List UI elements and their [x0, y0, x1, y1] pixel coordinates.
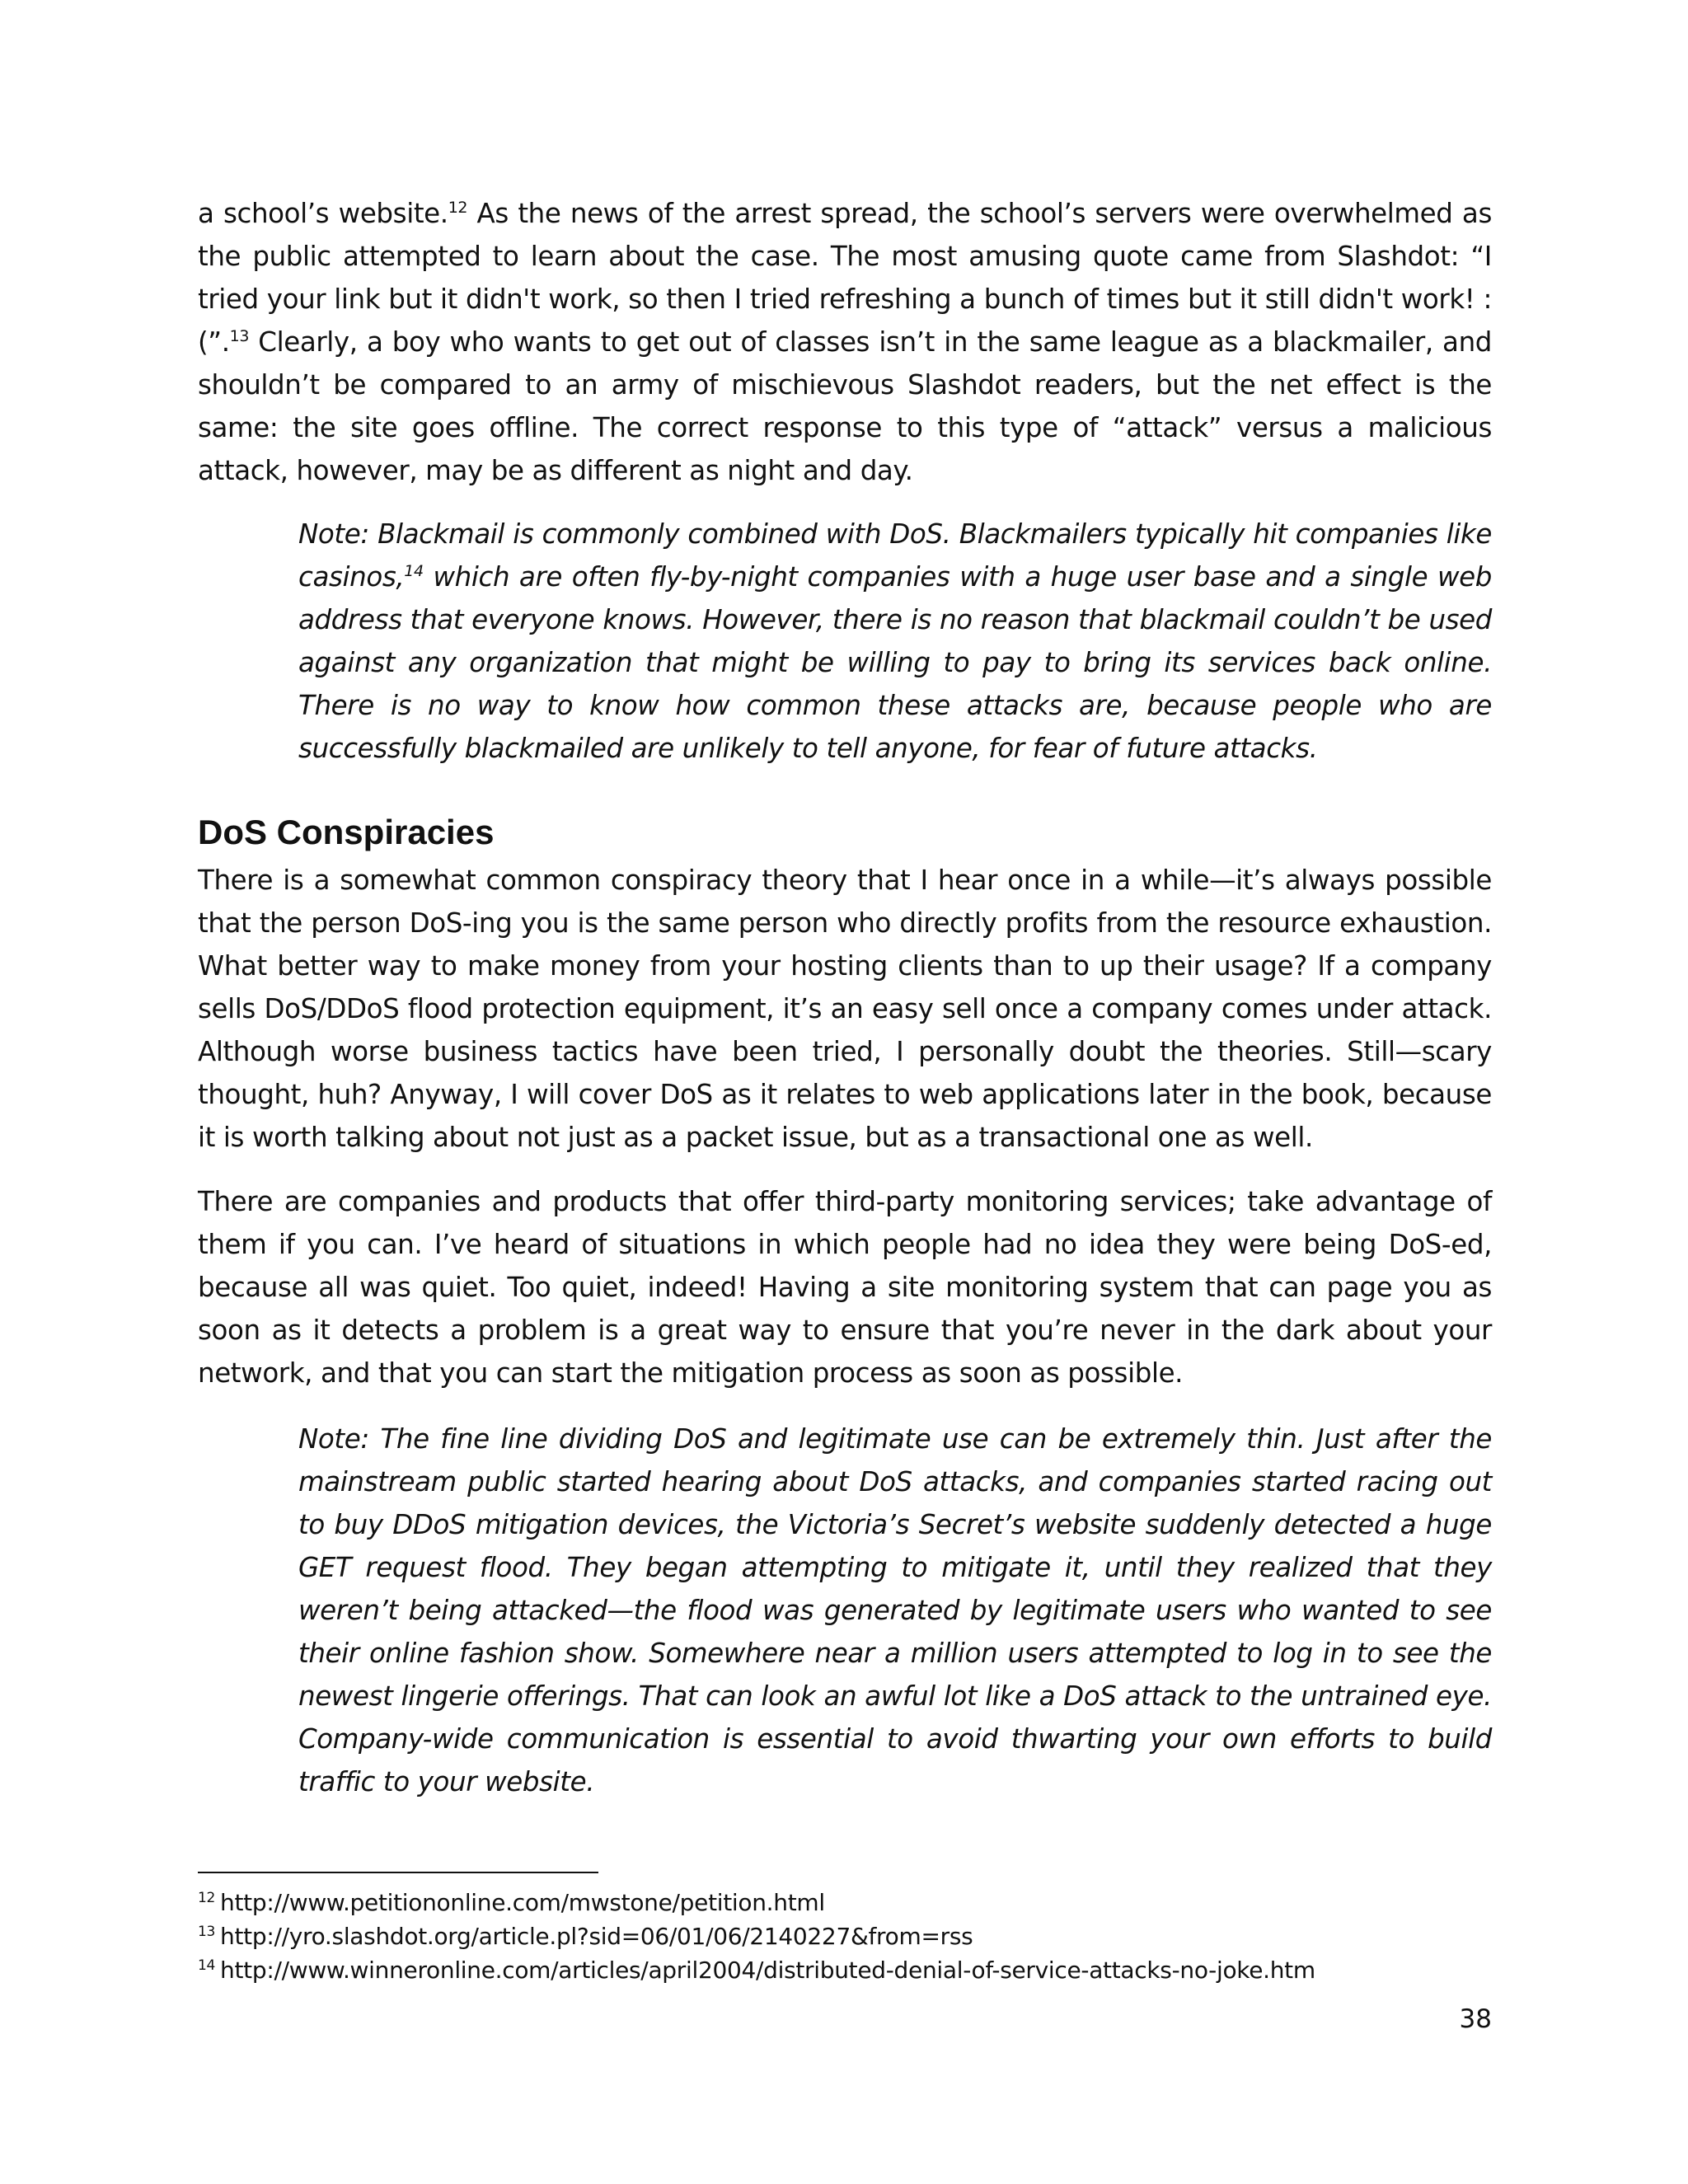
body-paragraph-monitoring: There are companies and products that offer third-party monitoring services; take advantage of them if you can. I’ve heard of situations in which people had no idea they were being DoS-ed, because all was quiet. Too quiet, indeed! Having a site monitoring system that can page you as soon as it detects a problem is a great way to ensure that you’re never in the dark about your network, and that you can start the mitigation process as soon as possible. — [198, 1186, 1492, 1389]
note-text: which are often fly-by-night companies with a huge user base and a single web address that everyone knows. However, there is no reason that blackmail couldn’t be used against any organization that might be willing to pay to bring its services back online. There is no way to know how common these attacks are, because people who are successfully blackmailed are unlikely to tell anyone, for fear of future attacks. — [298, 561, 1492, 764]
paragraph-text: As the news of the arrest spread, the school’s servers were overwhelmed as the public attempted to learn about the case. The most amusing quote came from Slashdot: “I tried your link but it didn't work, so then I tried refreshing a bunch of times but it still didn't work! :(”. — [198, 198, 1492, 358]
footnote-ref-14: 14 — [404, 562, 424, 581]
paragraph-text: a school’s website. — [198, 198, 448, 229]
footnote-url: http://www.petitiononline.com/mwstone/petition.html — [220, 1889, 825, 1916]
body-paragraph-school-website — [198, 192, 1492, 492]
footnote-number: 13 — [198, 1923, 216, 1940]
footnote-12 — [198, 1886, 1517, 1919]
footnote-url: http://yro.slashdot.org/article.pl?sid=06/01/06/2140227&from=rss — [220, 1923, 973, 1950]
footnote-number: 12 — [198, 1889, 216, 1906]
footnote-ref-13: 13 — [229, 327, 250, 346]
note-text: Note: Blackmail is commonly combined with DoS. Blackmailers typically hit companies like casinos, — [298, 518, 1492, 593]
body-paragraph-conspiracy: There is a somewhat common conspiracy theory that I hear once in a while—it’s always possible that the person DoS-ing you is the same person who directly profits from the resource exhaustion. What better way to make money from your hosting clients than to up their usage? If a company sells DoS/DDoS flood protection equipment, it’s an easy sell once a company comes under attack. Although worse business tactics have been tried, I personally doubt the theories. Still—scary thought, huh? Anyway, I will cover DoS as it relates to web applications later in the book, because it is worth talking about not just as a packet issue, but as a transactional one as well. — [198, 865, 1492, 1153]
section-heading: DoS Conspiracies — [198, 813, 495, 851]
footnote-ref-12: 12 — [448, 199, 468, 218]
note-blackmail — [298, 513, 1492, 770]
note-legitimate-use: Note: The fine line dividing DoS and legitimate use can be extremely thin. Just after the mainstream public started hearing about DoS attacks, and companies started racing out to buy DDoS mitigation devices, the Victoria’s Secret’s website suddenly detected a huge GET request flood. They began attempting to mitigate it, until they realized that they weren’t being attacked—the flood was generated by legitimate users who wanted to see their online fashion show. Somewhere near a million users attempted to log in to see the newest lingerie offerings. That can look an awful lot like a DoS attack to the untrained eye. Company-wide communication is essential to avoid thwarting your own efforts to build traffic to your website. — [298, 1423, 1492, 1797]
footnote-14 — [198, 1953, 1517, 1987]
paragraph-text: Clearly, a boy who wants to get out of classes isn’t in the same league as a blackmailer, and shouldn’t be compared to an army of mischievous Slashdot readers, but the net effect is the same: the site goes offline. The correct response to this type of “attack” versus a malicious attack, however, may be as different as night and day. — [198, 326, 1492, 486]
footnote-number: 14 — [198, 1957, 216, 1974]
footnote-divider — [198, 1872, 598, 1873]
footnote-list — [198, 1886, 1517, 1987]
footnote-url: http://www.winneronline.com/articles/april2004/distributed-denial-of-service-attacks-no-joke.htm — [220, 1957, 1315, 1984]
footnote-13 — [198, 1919, 1517, 1953]
page-number: 38 — [1459, 2004, 1492, 2034]
